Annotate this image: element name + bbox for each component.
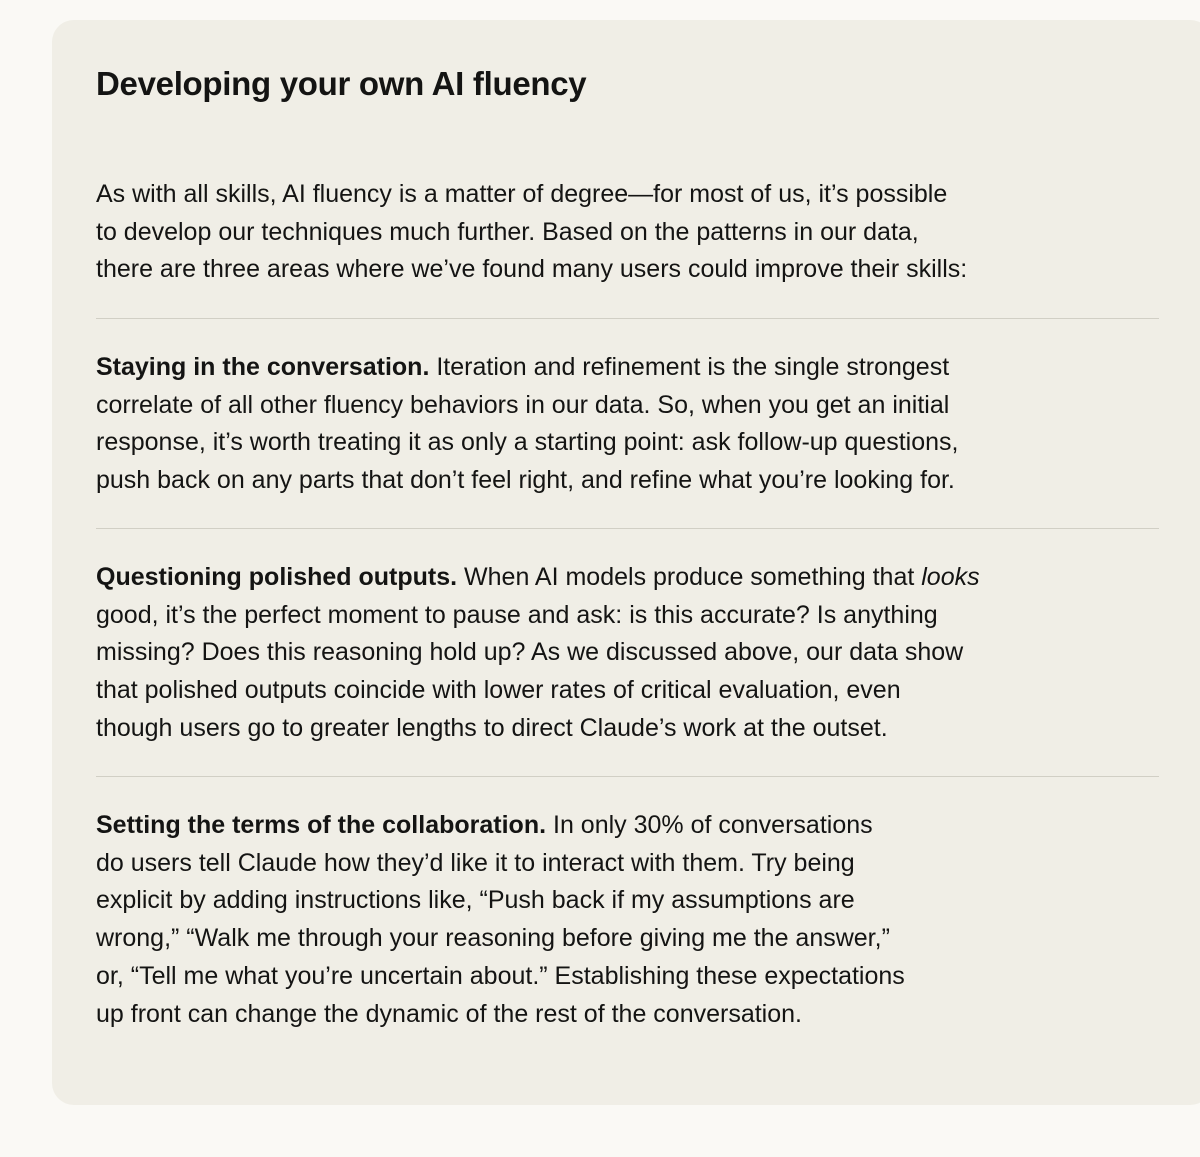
section-line: or, “Tell me what you’re uncertain about.” Establishing these expectations [96,961,905,990]
section-text: In only 30% of conversations [546,811,873,839]
section-line: explicit by adding instructions like, “Push back if my assumptions are [96,886,855,915]
section-setting-terms [96,807,905,1033]
section-heading: Setting the terms of the collaboration. [96,811,547,839]
section-text: When AI models produce something that [457,563,922,591]
section-heading: Questioning polished outputs. [96,563,458,591]
section-line: push back on any parts that don’t feel right, and refine what you’re looking for. [96,466,955,495]
divider [96,318,1159,319]
intro-line: As with all skills, AI fluency is a matter of degree—for most of us, it’s possible [96,180,948,208]
page-title: Developing your own AI fluency [96,65,587,102]
section-line: do users tell Claude how they’d like it to interact with them. Try being [96,848,855,877]
section-line: wrong,” “Walk me through your reasoning before giving me the answer,” [96,924,890,953]
section-line: missing? Does this reasoning hold up? As we discussed above, our data show [96,638,964,667]
intro-line: there are three areas where we’ve found many users could improve their skills: [96,255,968,284]
section-text: Iteration and refinement is the single strongest [429,353,950,381]
section-line: up front can change the dynamic of the rest of the conversation. [96,999,802,1028]
section-questioning-polished-outputs [96,559,980,748]
intro-paragraph [96,176,967,289]
section-first-line [96,559,980,597]
divider [96,776,1159,777]
section-line: though users go to greater lengths to direct Claude’s work at the outset. [96,713,888,742]
section-line: response, it’s worth treating it as only a starting point: ask follow-up questions, [96,428,959,457]
section-first-line [96,807,905,845]
section-line: that polished outputs coincide with lower rates of critical evaluation, even [96,676,901,705]
section-line: correlate of all other fluency behaviors in our data. So, when you get an initial [96,390,950,419]
divider [96,528,1159,529]
section-first-line [96,349,959,387]
section-staying-in-conversation [96,349,959,500]
section-line: good, it’s the perfect moment to pause and ask: is this accurate? Is anything [96,600,938,629]
intro-line: to develop our techniques much further. Based on the patterns in our data, [96,217,919,246]
emphasis-text: looks [921,563,980,591]
section-heading: Staying in the conversation. [96,353,430,381]
